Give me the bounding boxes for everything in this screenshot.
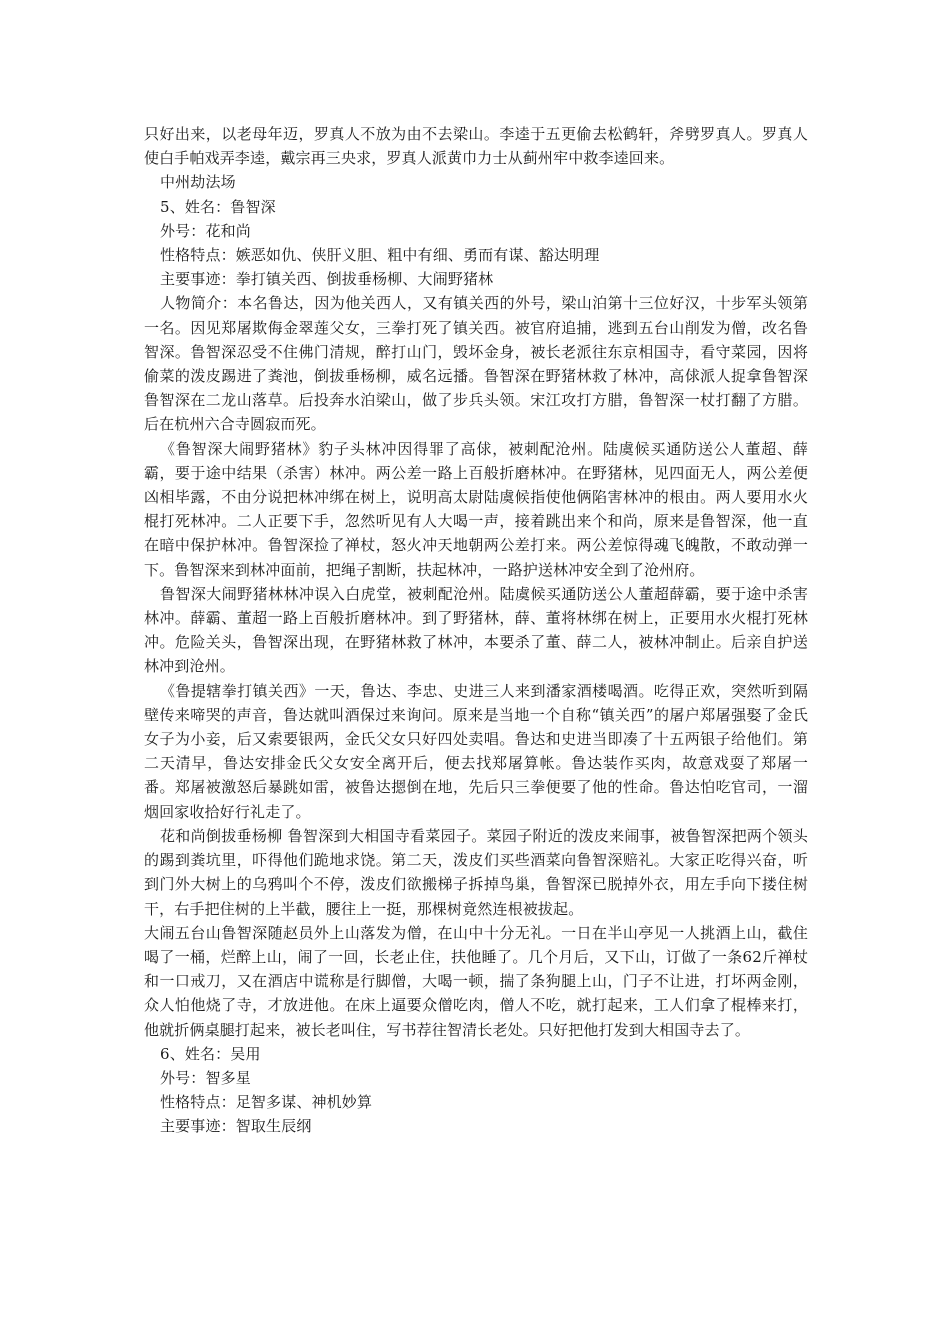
entry-5-deeds: 主要事迹：拳打镇关西、倒拔垂杨柳、大闹野猪林: [160, 270, 494, 289]
entry-6-name: 6、姓名：吴用: [160, 1044, 261, 1063]
entry-6-traits: 性格特点：足智多谋、神机妙算: [160, 1093, 373, 1112]
story-punching-zhenguanxi: 《鲁提辖拳打镇关西》一天，鲁达、李忠、史进三人来到潘家酒楼喝酒。吃得正欢，突然听到隔壁传来啼哭的声音，鲁达就叫酒保过来询问。原来是当地一个自称“镇关西”的屠户郑屠强娶了金氏女子为小妾，后又索要银两，金氏父女只好四处卖唱。鲁达和史进当即凑了十五两银子给他们。第二天清早，鲁达安排金氏父女安全离开后，便去找郑屠算帐。鲁达装作买肉，故意戏耍了郑屠一番。郑屠被激怒后暴跳如雷，被鲁达摁倒在地，先后只三拳便要了他的性命。鲁达怕吃官司，一溜烟回家收拾好行礼走了。: [144, 681, 808, 821]
story-wild-boar-forest-summary: 鲁智深大闹野猪林林冲误入白虎堂，被刺配沧州。陆虞候买通防送公人董超薛霸，要于途中杀害林冲。薛霸、董超一路上百般折磨林冲。到了野猪林，薛、董将林绑在树上，正要用水火棍打死林冲。危险关头，鲁智深出现，在野猪林救了林冲，本要杀了董、薛二人，被林冲制止。后亲自护送林冲到沧州。: [144, 584, 808, 676]
paragraph-luo-zhenren-story-end: 只好出来，以老母年迈，罗真人不放为由不去梁山。李逵于五更偷去松鹤轩，斧劈罗真人。罗真人使白手帕戏弄李逵，戴宗再三央求，罗真人派黄巾力士从蓟州牢中救李逵回来。: [144, 125, 808, 168]
story-uprooting-willow: 花和尚倒拔垂杨柳 鲁智深到大相国寺看菜园子。菜园子附近的泼皮来闹事，被鲁智深把两个领头的踢到粪坑里，吓得他们跪地求饶。第二天，泼皮们买些酒菜向鲁智深赔礼。大家正吃得兴奋，听到门外大树上的乌鸦叫个不停，泼皮们欲搬梯子拆掉鸟巢，鲁智深已脱掉外衣，用左手向下搂住树干，右手把住树的上半截，腰往上一挺，那棵树竟然连根被拔起。: [144, 826, 808, 918]
story-wutai-mountain: 大闹五台山鲁智深随赵员外上山落发为僧，在山中十分无礼。一日在半山亭见一人挑酒上山，截住喝了一桶，烂醉上山，闹了一回，长老止住，扶他睡了。几个月后，又下山，订做了一条62斤禅杖和一口戒刀，又在酒店中谎称是行脚僧，大喝一顿，揣了条狗腿上山，门子不让进，打坏两金刚，众人怕他烧了寺，才放进他。在床上逼要众僧吃肉，僧人不吃，就打起来，工人们拿了棍棒来打，他就折俩桌腿打起来，被长老叫住，写书荐往智清长老处。只好把他打发到大相国寺去了。: [144, 923, 808, 1039]
entry-5-nickname: 外号：花和尚: [160, 221, 251, 240]
heading-zhongzhou-rescue: 中州劫法场: [160, 173, 236, 192]
entry-5-name: 5、姓名：鲁智深: [160, 197, 276, 216]
entry-5-biography: 人物简介：本名鲁达，因为他关西人，又有镇关西的外号，梁山泊第十三位好汉，十步军头领第一名。因见郑屠欺侮金翠莲父女，三拳打死了镇关西。被官府追捕，逃到五台山削发为僧，改名鲁智深。鲁智深忍受不住佛门清规，醉打山门，毁坏金身，被长老派往东京相国寺，看守菜园，因将偷菜的泼皮踢进了粪池，倒拔垂杨柳，威名远播。鲁智深在野猪林救了林冲，高俅派人捉拿鲁智深鲁智深在二龙山落草。后投奔水泊梁山，做了步兵头领。宋江攻打方腊，鲁智深一杖打翻了方腊。后在杭州六合寺圆寂而死。: [144, 294, 808, 434]
document-page: [144, 122, 808, 1139]
entry-6-deeds: 主要事迹：智取生辰纲: [160, 1117, 312, 1136]
story-wild-boar-forest: 《鲁智深大闹野猪林》豹子头林冲因得罪了高俅，被刺配沧州。陆虞候买通防送公人董超、薛霸，要于途中结果（杀害）林冲。两公差一路上百般折磨林冲。在野猪林，见四面无人，两公差便凶相毕露，不由分说把林冲绑在树上，说明高太尉陆虞候指使他俩陷害林冲的根由。两人要用水火棍打死林冲。二人正要下手，忽然听见有人大喝一声，接着跳出来个和尚，原来是鲁智深，他一直在暗中保护林冲。鲁智深捡了禅杖，怒火冲天地朝两公差打来。两公差惊得魂飞魄散，不敢动弹一下。鲁智深来到林冲面前，把绳子割断，扶起林冲，一路护送林冲安全到了沧州府。: [144, 439, 808, 579]
entry-6-nickname: 外号：智多星: [160, 1068, 251, 1087]
entry-5-traits: 性格特点：嫉恶如仇、侠肝义胆、粗中有细、勇而有谋、豁达明理: [160, 246, 600, 265]
